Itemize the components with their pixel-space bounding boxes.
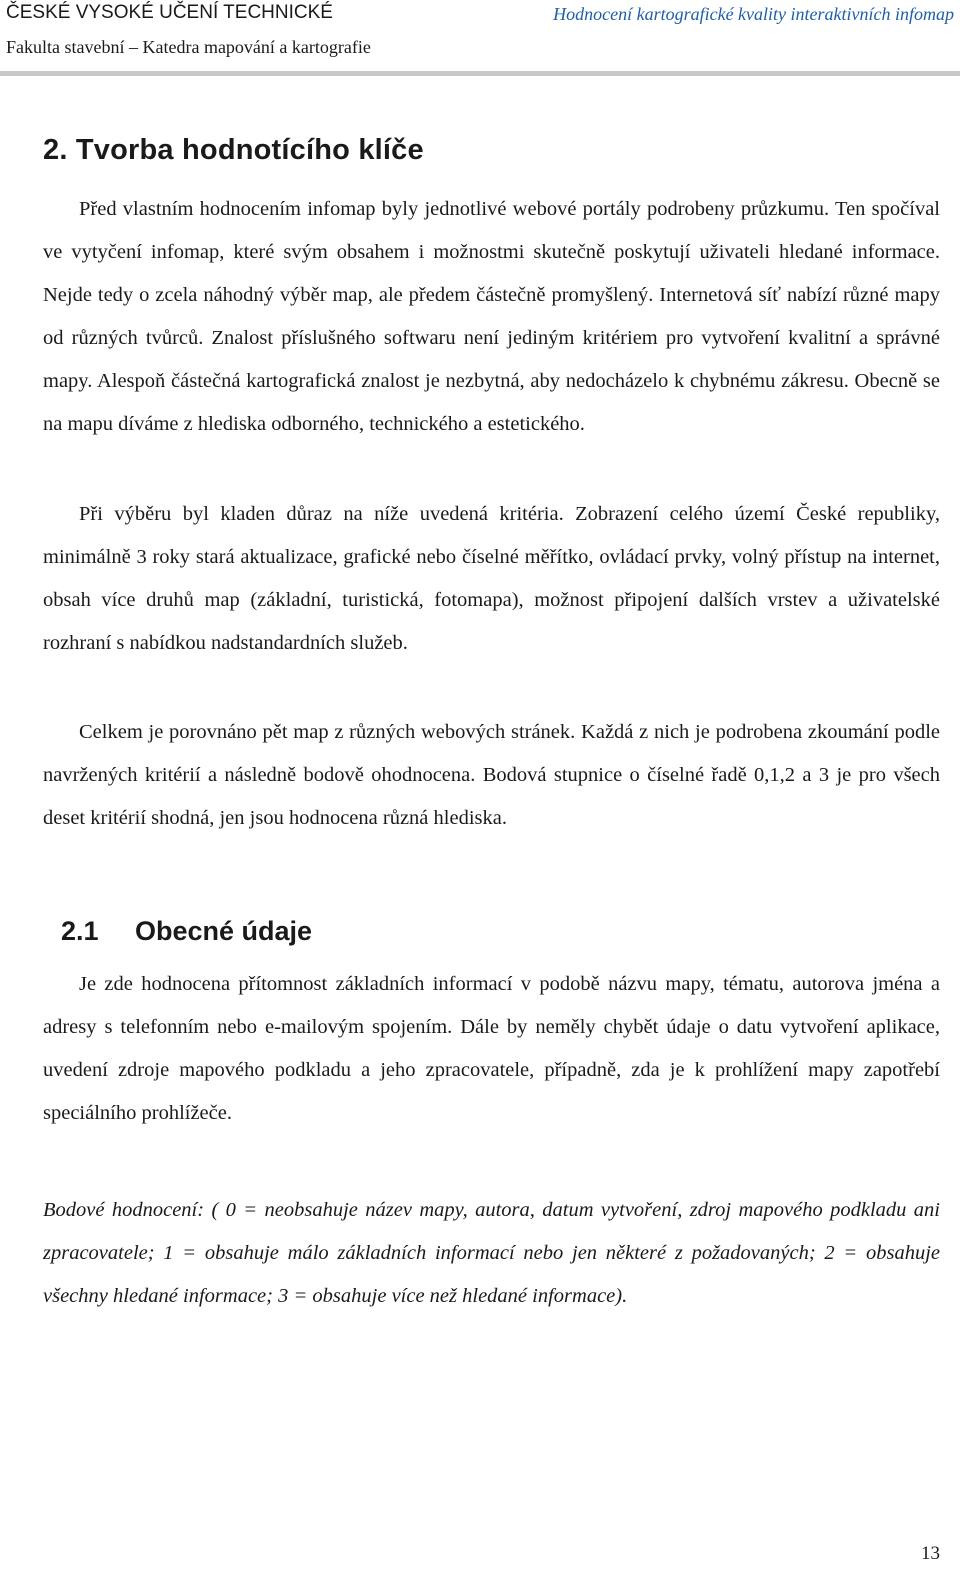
university-name: ČESKÉ VYSOKÉ UČENÍ TECHNICKÉ (6, 2, 333, 23)
section-heading: 2. Tvorba hodnotícího klíče (43, 134, 424, 166)
section-paragraph-1: Před vlastním hodnocením infomap byly jednotlivé webové portály podrobeny průzkumu. Ten spočíval ve vytyčení infomap, které svým obsahem i možnostmi skutečně poskytují uživateli hledané informace. Nejde tedy o zcela náhodný výběr map, ale předem částečně promyšlený. Internetová síť nabízí různé mapy od různých tvůrců. Znalost příslušného softwaru není jediným kritériem pro vytvoření kvalitní a správné mapy. Alespoň částečná kartografická znalost je nezbytná, aby nedocházelo k chybnému zákresu. Obecně se na mapu díváme z hlediska odborného, technického a estetického. (43, 198, 940, 435)
page-number: 13 (921, 1543, 940, 1564)
subsection-paragraph: Je zde hodnocena přítomnost základních informací v podobě názvu mapy, tématu, autorova jména a adresy s telefonním nebo e-mailovým spojením. Dále by neměly chybět údaje o datu vytvoření aplikace, uvedení zdroje mapového podkladu a jeho zpracovatele, případně, zda je k prohlížení mapy zapotřebí speciálního prohlížeče. (43, 973, 940, 1124)
document-title: Hodnocení kartografické kvality interaktivních infomap (553, 4, 954, 24)
section-paragraph-2: Při výběru byl kladen důraz na níže uvedená kritéria. Zobrazení celého území České republiky, minimálně 3 roky stará aktualizace, grafické nebo číselné měřítko, ovládací prvky, volný přístup na internet, obsah více druhů map (základní, turistická, fotomapa), možnost připojení dalších vrstev a uživatelské rozhraní s nabídkou nadstandardních služeb. (43, 503, 940, 654)
subsection-heading (61, 916, 312, 947)
subsection-title: Obecné údaje (135, 916, 313, 946)
header-rule (0, 71, 960, 76)
subsection-number: 2.1 (61, 916, 99, 946)
faculty-name: Fakulta stavební – Katedra mapování a kartografie (6, 37, 371, 57)
section-paragraph-3: Celkem je porovnáno pět map z různých webových stránek. Každá z nich je podrobena zkoumání podle navržených kritérií a následně bodově ohodnocena. Bodová stupnice o číselné řadě 0,1,2 a 3 je pro všech deset kritérií shodná, jen jsou hodnocena různá hlediska. (43, 721, 940, 829)
scoring-paragraph: Bodové hodnocení: ( 0 = neobsahuje název mapy, autora, datum vytvoření, zdroj mapového podkladu ani zpracovatele; 1 = obsahuje málo základních informací nebo jen některé z požadovaných; 2 = obsahuje všechny hledané informace; 3 = obsahuje více než hledané informace). (43, 1199, 940, 1307)
page-header (0, 0, 960, 80)
